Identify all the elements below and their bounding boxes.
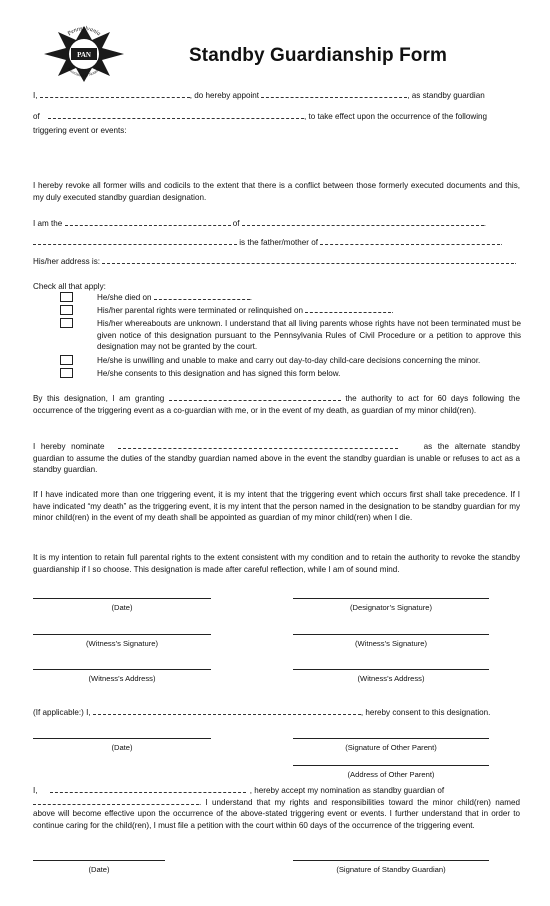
checkbox-whereabouts[interactable] (60, 318, 73, 328)
logo-bottom-text: Association of Notaries (66, 65, 102, 78)
child-name-field[interactable] (48, 112, 304, 119)
witness2-address-line[interactable] (293, 669, 489, 670)
consent-line: (If applicable:) I, , hereby consent to this designation. (33, 708, 491, 717)
standby-guardian-signature-line[interactable] (293, 860, 489, 861)
appointee-name-field[interactable] (261, 91, 407, 98)
appointment-line-2 (33, 111, 520, 123)
date-label-1: (Date) (111, 603, 133, 612)
relation-line-1: I am the of . (33, 219, 487, 228)
date-line-3[interactable] (33, 860, 165, 861)
relation-line-3: His/her address is: . (33, 257, 517, 266)
appointment-line-1 (33, 90, 520, 102)
witness2-signature-label: (Witness’s Signature) (354, 639, 428, 648)
witness2-signature-line[interactable] (293, 634, 489, 635)
parent-of-field[interactable] (320, 238, 500, 245)
granted-to-field[interactable] (169, 394, 341, 401)
standby-guardian-name-field[interactable] (50, 786, 246, 793)
appointer-name-field[interactable] (40, 91, 190, 98)
parent-address-field[interactable] (102, 257, 514, 264)
label-appoint: , do hereby appoint (189, 91, 260, 100)
label-as-guardian: , as standby guardian (407, 91, 485, 100)
date-label-3: (Date) (88, 865, 110, 874)
other-parent-name-field[interactable] (33, 238, 237, 245)
other-parent-signature-label: (Signature of Other Parent) (345, 743, 437, 752)
checkbox-unwilling[interactable] (60, 355, 73, 365)
consenting-parent-field[interactable] (93, 708, 361, 715)
check-item-died: He/she died on . (60, 292, 520, 304)
witness1-signature-label: (Witness’s Signature) (85, 639, 159, 648)
date-line-1[interactable] (33, 598, 211, 599)
revoke-paragraph: I hereby revoke all former wills and codicils to the extent that there is a conflict between those formerly executed documents and this, my duly executed standby guardian designation. (33, 181, 520, 202)
relation-line-2: is the father/mother of . (33, 237, 520, 249)
check-item-terminated: His/her parental rights were terminated or relinquished on . (60, 305, 520, 317)
checkbox-terminated[interactable] (60, 305, 73, 315)
relationship-field[interactable] (65, 219, 231, 226)
check-item-consents: He/she consents to this designation and has signed this form below. (60, 368, 520, 380)
label-relation-of: of (232, 219, 240, 228)
relation-child-field[interactable] (242, 219, 484, 226)
logo-center-text: PAN (77, 51, 91, 59)
trigger-label: triggering event or events: (33, 126, 127, 135)
died-date-field[interactable] (154, 293, 250, 300)
date-line-2[interactable] (33, 738, 211, 739)
terminated-date-field[interactable] (305, 306, 391, 313)
label-i: I, (33, 91, 38, 100)
acceptance-paragraph: I, , hereby accept my nomination as standby guardian of . I understand that my rights and responsibilities toward the minor child(ren) named above will become effective upon the occurrence of the above-stated triggering event or events. I further understand that in order to continue caring for the child(ren), I must file a petition with the court within 60 days of the occurrence of the triggering event. (33, 786, 521, 831)
intention-paragraph: It is my intention to retain full parental rights to the extent consistent with my condition and to retain the authority to revoke the standby guardianship if I so choose. This designation is made after careful reflection, while I am of sound mind. (33, 553, 520, 574)
check-item-whereabouts: His/her whereabouts are unknown. I understand that all living parents whose rights have not been terminated must be given notice of this designation pursuant to the Pennsylvania Rules of Civil Procedure or a petition to approve this designation may not be granted by the court. (60, 318, 520, 356)
standby-guardian-signature-label: (Signature of Standby Guardian) (336, 865, 446, 874)
date-label-2: (Date) (111, 743, 133, 752)
witness2-address-label: (Witness’s Address) (357, 674, 425, 683)
alternate-guardian-field[interactable] (118, 442, 398, 449)
page-title: Standby Guardianship Form (189, 45, 447, 66)
witness1-address-line[interactable] (33, 669, 211, 670)
label-address: His/her address is: (33, 257, 101, 266)
other-parent-signature-line[interactable] (293, 738, 489, 739)
checkbox-consents[interactable] (60, 368, 73, 378)
label-father-mother: is the father/mother of (239, 238, 318, 247)
label-of: of (33, 112, 40, 121)
witness1-address-label: (Witness’s Address) (88, 674, 156, 683)
label-effect: , to take effect upon the occurrence of the following (304, 112, 487, 121)
check-item-unwilling: He/she is unwilling and unable to make and carry out day-to-day child-care decisions concerning the minor. (60, 355, 520, 367)
check-heading: Check all that apply: (33, 282, 106, 291)
minor-children-field[interactable] (33, 798, 199, 805)
logo-top-text: Pennsylvania (66, 25, 102, 38)
nominate-paragraph: I hereby nominate as the alternate standby guardian to assume the duties of the standby guardian named above in the event the standby guardian is unable or refuses to act as a standby guardian. (33, 442, 520, 475)
other-parent-address-line[interactable] (293, 765, 489, 766)
designator-signature-line[interactable] (293, 598, 489, 599)
label-i-am-the: I am the (33, 219, 63, 228)
designator-signature-label: (Designator’s Signature) (349, 603, 433, 612)
granting-paragraph: By this designation, I am granting the authority to act for 60 days following the occurrence of the triggering event as a co-guardian with me, or in the event of my death, as guardian of my minor child(ren). (33, 394, 520, 415)
other-parent-address-label: (Address of Other Parent) (347, 770, 435, 779)
pan-logo (40, 22, 128, 86)
checkbox-died[interactable] (60, 292, 73, 302)
multiple-trigger-paragraph: If I have indicated more than one triggering event, it is my intent that the triggering event which occurs first shall take precedence. If I have indicated “my death” as the triggering event, it is my intent that the person named in the designation to be standby guardian for my minor child(ren) in the event of my death shall be appointed as guardian of my minor child(ren) when I die. (33, 490, 520, 523)
witness1-signature-line[interactable] (33, 634, 211, 635)
